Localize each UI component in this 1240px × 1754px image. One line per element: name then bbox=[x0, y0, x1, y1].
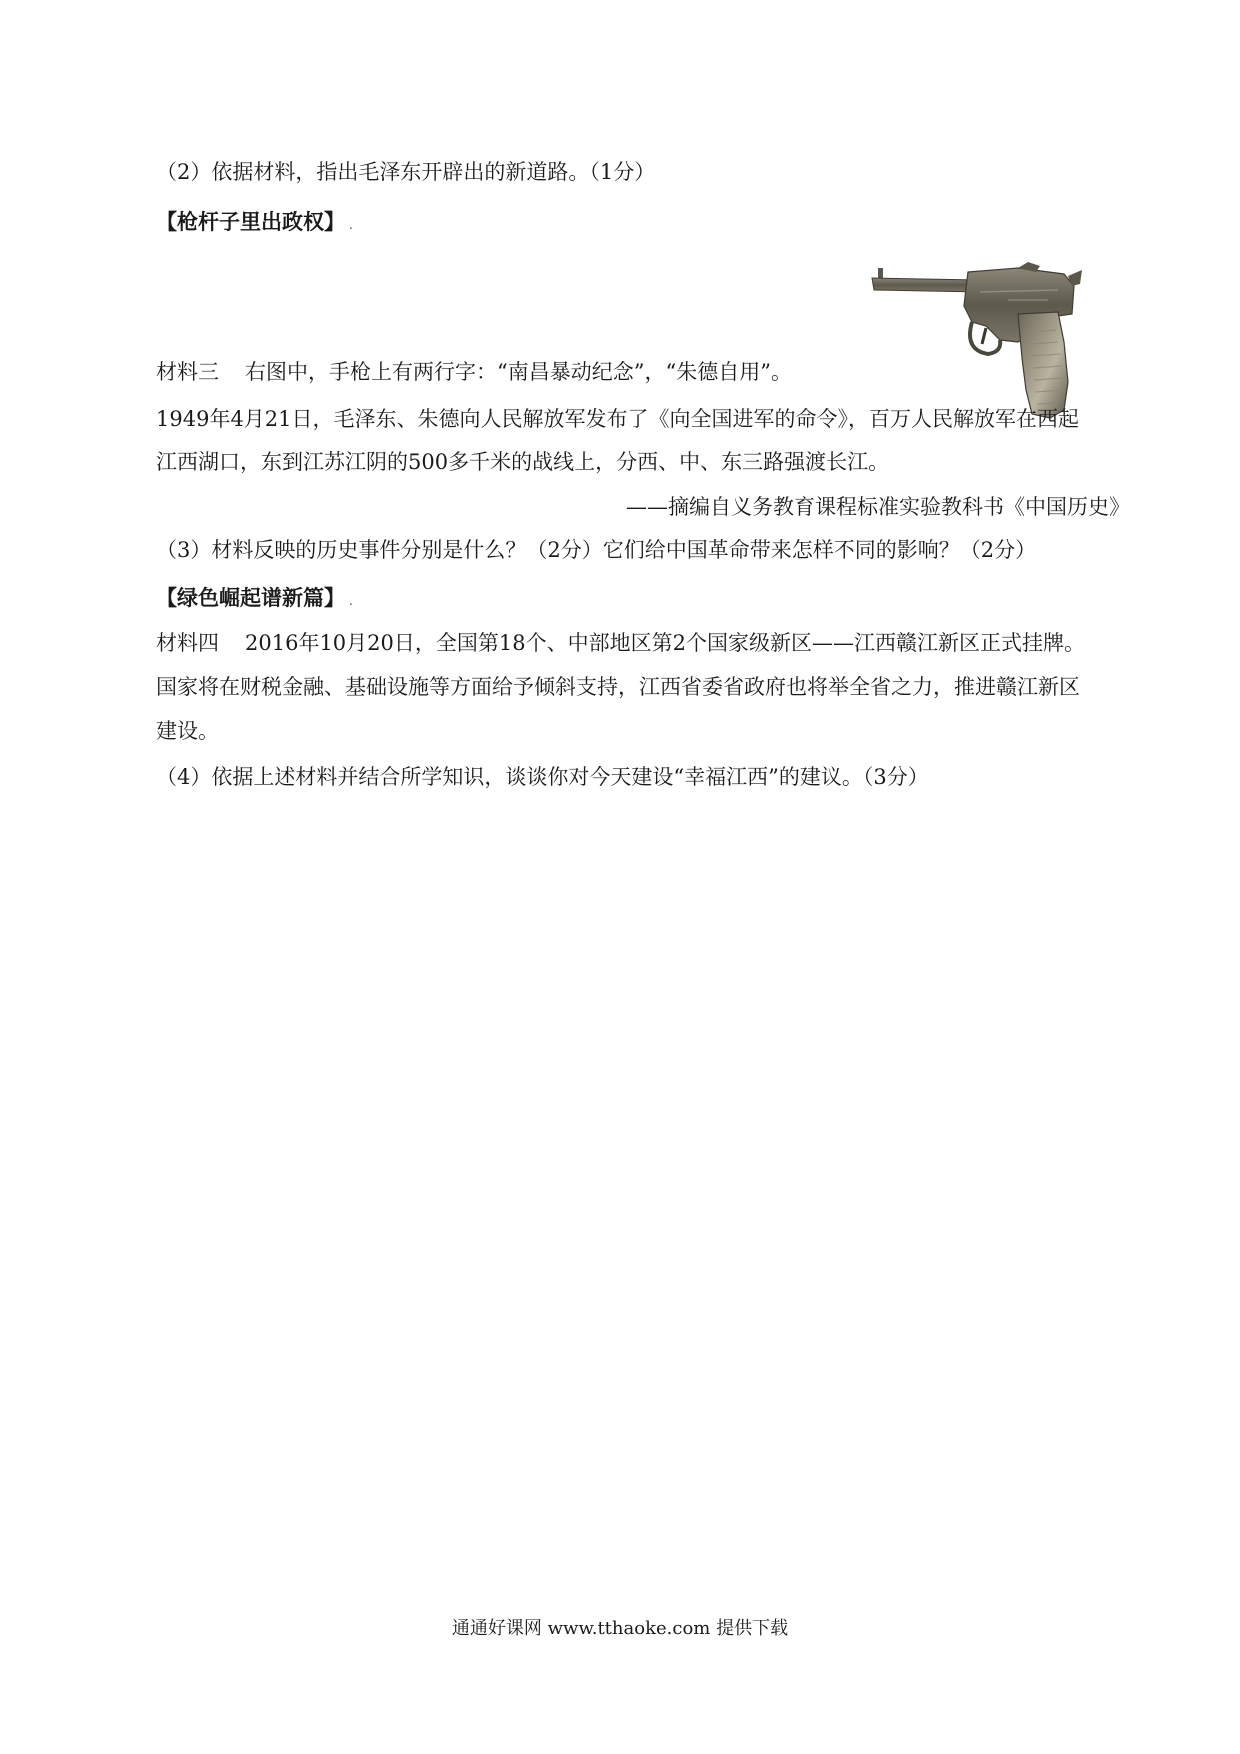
section-heading-gun bbox=[156, 207, 353, 240]
material-3-para-line: 江西湖口，东到江苏江阴的500多千米的战线上，分西、中、东三路强渡长江。 bbox=[156, 450, 890, 474]
section-title: 【枪杆子里出政权】 bbox=[156, 210, 345, 234]
material-3-intro bbox=[156, 357, 792, 387]
material-3-para-line: 1949年4月21日，毛泽东、朱德向人民解放军发布了《向全国进军的命令》，百万人民解放军在西起 bbox=[156, 407, 1080, 431]
material-text: 右图中，手枪上有两行字：“南昌暴动纪念”，“朱德自用”。 bbox=[245, 360, 792, 384]
material-4-line bbox=[156, 628, 1085, 658]
section-title: 【绿色崛起谱新篇】 bbox=[156, 586, 345, 610]
section-mark: . bbox=[349, 218, 353, 232]
question-3: （3）材料反映的历史事件分别是什么？（2分）它们给中国革命带来怎样不同的影响？（2分） bbox=[156, 538, 1037, 562]
section-mark: . bbox=[349, 594, 353, 608]
question-2: （2）依据材料，指出毛泽东开辟出的新道路。（1分） bbox=[156, 160, 656, 184]
mauser-pistol-icon bbox=[868, 262, 1084, 422]
material-text: 2016年10月20日，全国第18个、中部地区第2个国家级新区——江西赣江新区正式挂牌。 bbox=[245, 631, 1085, 655]
section-heading-green bbox=[156, 583, 353, 616]
material-4-line: 建设。 bbox=[156, 719, 219, 743]
material-label: 材料四 bbox=[156, 631, 219, 655]
source-citation: ——摘编自义务教育课程标准实验教科书《中国历史》 bbox=[626, 495, 1130, 519]
material-4-line: 国家将在财税金融、基础设施等方面给予倾斜支持，江西省委省政府也将举全省之力，推进赣江新区 bbox=[156, 675, 1080, 699]
material-label: 材料三 bbox=[156, 360, 219, 384]
page-footer: 通通好课网 www.tthaoke.com 提供下载 bbox=[451, 1618, 789, 1639]
question-4: （4）依据上述材料并结合所学知识，谈谈你对今天建设“幸福江西”的建议。（3分） bbox=[156, 765, 929, 789]
